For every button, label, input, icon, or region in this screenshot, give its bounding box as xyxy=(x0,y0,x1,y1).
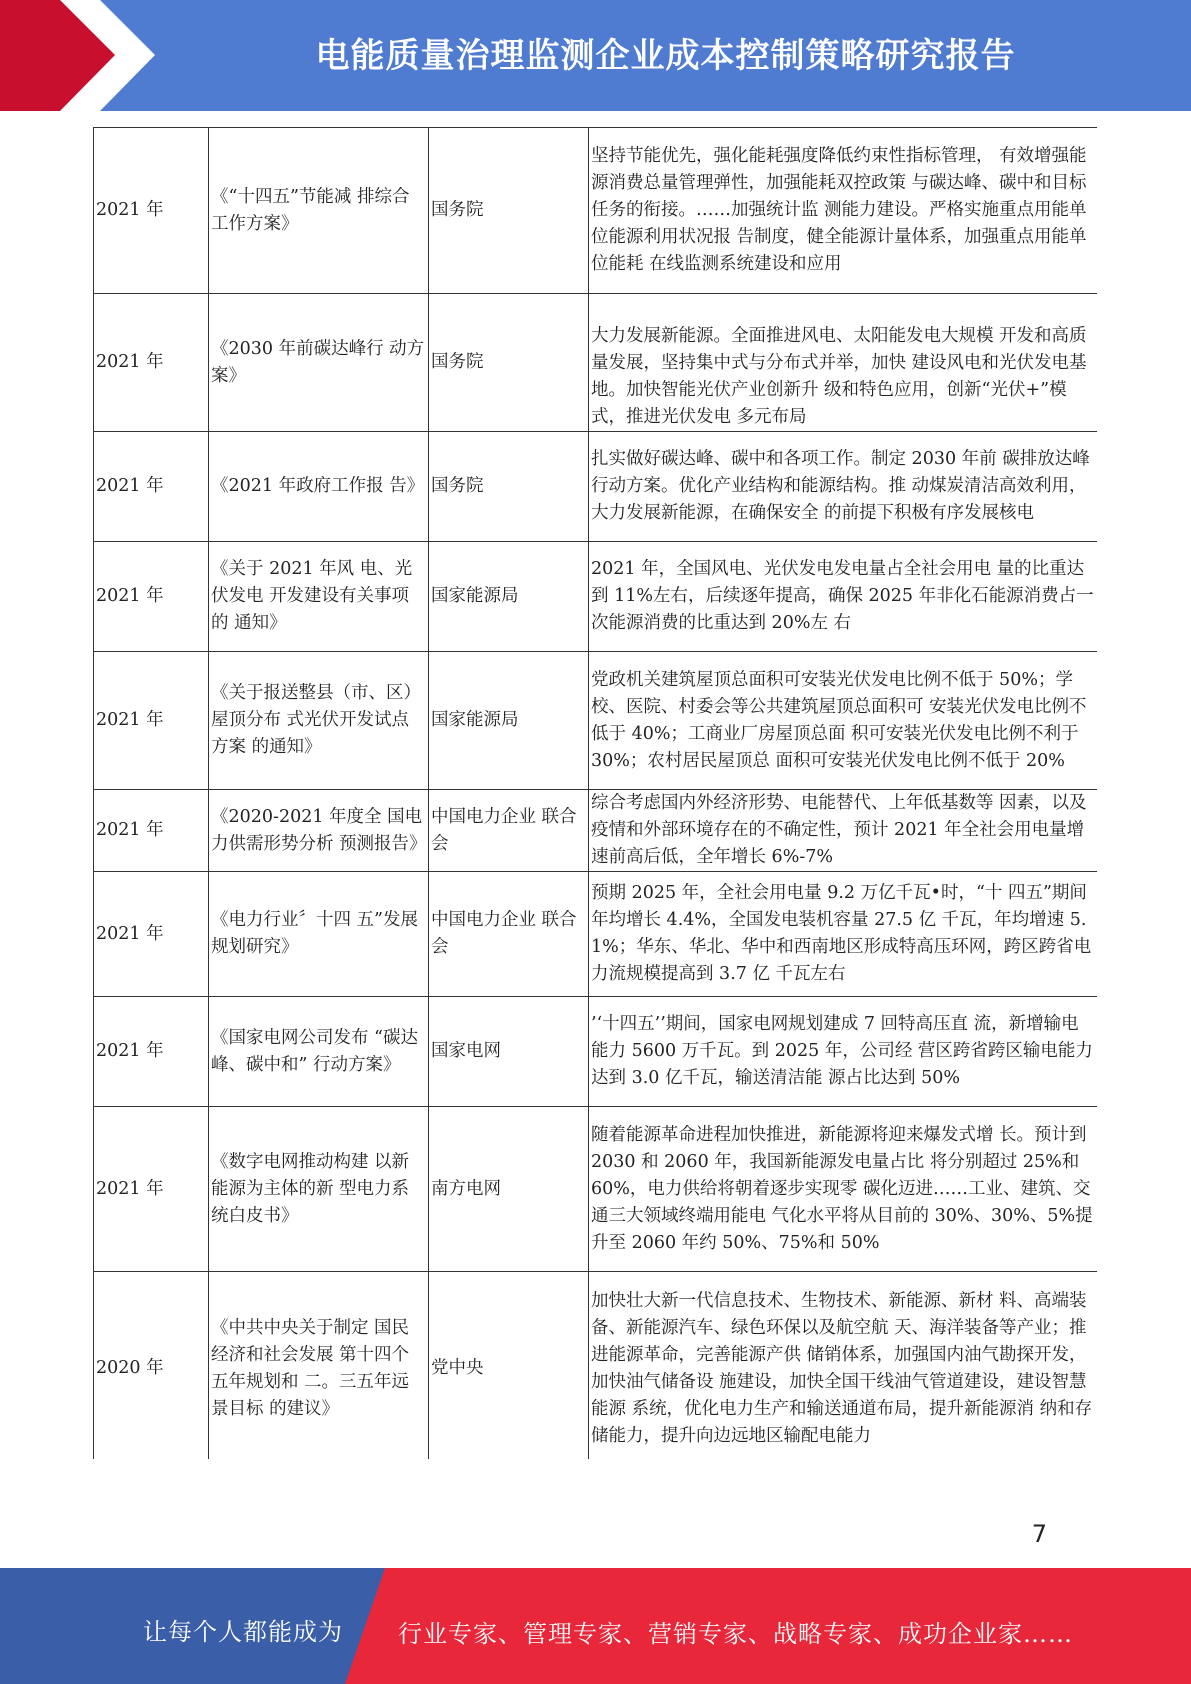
issuer-cell: 党中央 xyxy=(429,1272,589,1460)
issuer-cell: 国务院 xyxy=(429,432,589,542)
footer-banner xyxy=(0,1568,1191,1684)
document-cell: 《2030 年前碳达峰行 动方案》 xyxy=(209,294,429,432)
document-cell: 《2020-2021 年度全 国电力供需形势分析 预测报告》 xyxy=(209,790,429,872)
document-cell: 《数字电网推动构建 以新能源为主体的新 型电力系统白皮书》 xyxy=(209,1107,429,1272)
content-cell: 随着能源革命进程加快推进，新能源将迎来爆发式增 长。预计到 2030 和 2060 年，我国新能源发电量占比 将分别超过 25%和 60%，电力供给将朝着逐步实现零 碳化迈进……工业、建筑、交通三大领域终端用能电 气化水平将从目前的 30%、30%、5%提升至 2060 年约 50%、75%和 50% xyxy=(589,1107,1098,1272)
content-cell: 2021 年，全国风电、光伏发电发电量占全社会用电 量的比重达到 11%左右，后续逐年提高，确保 2025 年非化石能源消费占一次能源消费的比重达到 20%左 右 xyxy=(589,542,1098,652)
content-cell: 大力发展新能源。全面推进风电、太阳能发电大规模 开发和高质量发展，坚持集中式与分布式并举，加快 建设风电和光伏发电基地。加快智能光伏产业创新升 级和特色应用，创新“光伏+”模式，推进光伏发电 多元布局 xyxy=(589,294,1098,432)
content-cell: 党政机关建筑屋顶总面积可安装光伏发电比例不低于 50%；学校、医院、村委会等公共建筑屋顶总面积可 安装光伏发电比例不低于 40%；工商业厂房屋顶总面 积可安装光伏发电比例不利于 30%；农村居民屋顶总 面积可安装光伏发电比例不低于 20% xyxy=(589,652,1098,790)
issuer-cell: 国家能源局 xyxy=(429,652,589,790)
header-banner xyxy=(0,0,1191,111)
table-row xyxy=(94,294,1098,432)
footer-slogan-left: 让每个人都能成为 xyxy=(143,1618,343,1646)
issuer-cell: 中国电力企业 联合会 xyxy=(429,872,589,997)
issuer-cell: 国务院 xyxy=(429,294,589,432)
policy-table-container xyxy=(93,127,1097,1459)
footer-slogan-right: 行业专家、管理专家、营销专家、战略专家、成功企业家…… xyxy=(398,1620,1073,1648)
issuer-cell: 国家能源局 xyxy=(429,542,589,652)
content-cell: 坚持节能优先，强化能耗强度降低约束性指标管理， 有效增强能源消费总量管理弹性，加强能耗双控政策 与碳达峰、碳中和目标任务的衔接。……加强统计监 测能力建设。严格实施重点用能单位能源利用状况报 告制度，健全能源计量体系，加强重点用能单位能耗 在线监测系统建设和应用 xyxy=(589,128,1098,294)
year-cell: 2021 年 xyxy=(94,1107,209,1272)
table-row xyxy=(94,542,1098,652)
document-cell: 《关于报送整县（市、区）屋顶分布 式光伏开发试点方案 的通知》 xyxy=(209,652,429,790)
document-cell: 《2021 年政府工作报 告》 xyxy=(209,432,429,542)
content-cell: 预期 2025 年，全社会用电量 9.2 万亿千瓦•时，“十 四五”期间年均增长 4.4%，全国发电装机容量 27.5 亿 千瓦，年均增速 5.1%；华东、华北、华中和西南地区形成特高压环网，跨区跨省电力流规模提高到 3.7 亿 千瓦左右 xyxy=(589,872,1098,997)
document-cell: 《国家电网公司发布 “碳达峰、碳中和” 行动方案》 xyxy=(209,997,429,1107)
content-cell: 扎实做好碳达峰、碳中和各项工作。制定 2030 年前 碳排放达峰行动方案。优化产业结构和能源结构。推 动煤炭清洁高效利用，大力发展新能源，在确保安全 的前提下积极有序发展核电 xyxy=(589,432,1098,542)
content-cell: 综合考虑国内外经济形势、电能替代、上年低基数等 因素，以及疫情和外部环境存在的不确定性，预计 2021 年全社会用电量增速前高后低，全年增长 6%-7% xyxy=(589,790,1098,872)
year-cell: 2021 年 xyxy=(94,652,209,790)
issuer-cell: 中国电力企业 联合会 xyxy=(429,790,589,872)
table-row xyxy=(94,790,1098,872)
year-cell: 2021 年 xyxy=(94,997,209,1107)
issuer-cell: 国家电网 xyxy=(429,997,589,1107)
issuer-cell: 国务院 xyxy=(429,128,589,294)
year-cell: 2021 年 xyxy=(94,128,209,294)
table-row xyxy=(94,1107,1098,1272)
year-cell: 2021 年 xyxy=(94,432,209,542)
document-cell: 《“十四五”节能减 排综合工作方案》 xyxy=(209,128,429,294)
table-row xyxy=(94,1272,1098,1460)
table-row xyxy=(94,652,1098,790)
year-cell: 2021 年 xyxy=(94,542,209,652)
page-number: 7 xyxy=(1031,1520,1047,1548)
year-cell: 2021 年 xyxy=(94,294,209,432)
table-row xyxy=(94,432,1098,542)
table-row xyxy=(94,128,1098,294)
content-cell: ’‘十四五’’期间，国家电网规划建成 7 回特高压直 流，新增输电能力 5600 万千瓦。到 2025 年，公司经 营区跨省跨区输电能力达到 3.0 亿千瓦，输送清洁能 源占比达到 50% xyxy=(589,997,1098,1107)
table-row xyxy=(94,872,1098,997)
report-title: 电能质量治理监测企业成本控制策略研究报告 xyxy=(315,36,1016,76)
year-cell: 2021 年 xyxy=(94,790,209,872)
table-row xyxy=(94,997,1098,1107)
document-cell: 《中共中央关于制定 国民经济和社会发展 第十四个五年规划和 二。三五年远景目标 的建议》 xyxy=(209,1272,429,1460)
content-cell: 加快壮大新一代信息技术、生物技术、新能源、新材 料、高端装备、新能源汽车、绿色环保以及航空航 天、海洋装备等产业；推进能源革命，完善能源产供 储销体系，加强国内油气勘探开发，加快油气储备设 施建设，加快全国干线油气管道建设，建设智慧能源 系统，优化电力生产和输送通道布局，提升新能源消 纳和存储能力，提升向边远地区输配电能力 xyxy=(589,1272,1098,1460)
policy-table xyxy=(93,127,1097,1459)
issuer-cell: 南方电网 xyxy=(429,1107,589,1272)
document-cell: 《关于 2021 年风 电、光伏发电 开发建设有关事项的 通知》 xyxy=(209,542,429,652)
year-cell: 2021 年 xyxy=(94,872,209,997)
year-cell: 2020 年 xyxy=(94,1272,209,1460)
document-cell: 《电力行业〞十四 五”发展规划研究》 xyxy=(209,872,429,997)
